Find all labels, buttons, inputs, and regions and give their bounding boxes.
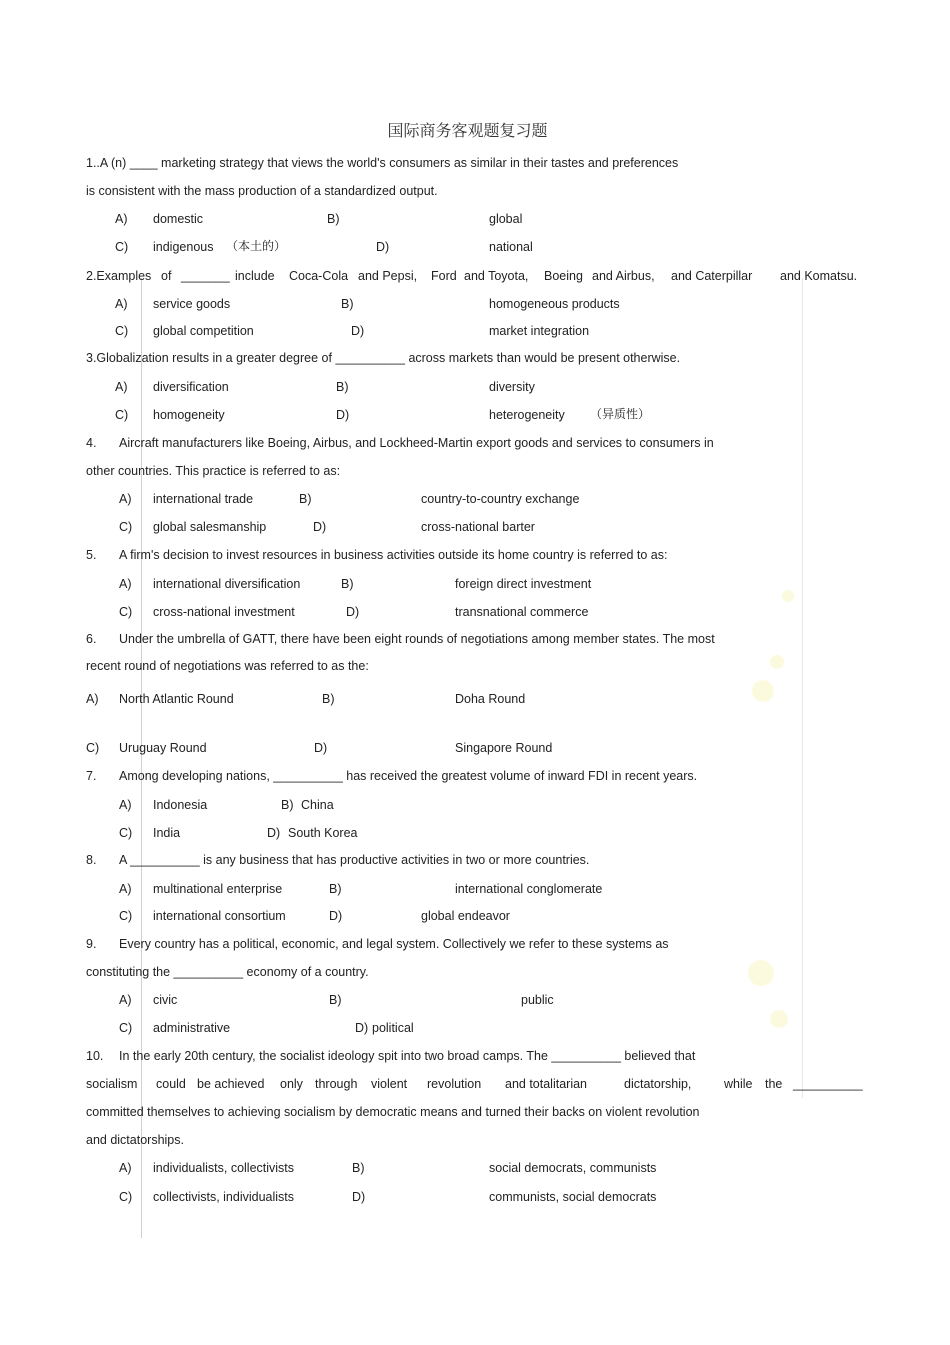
q5-option-d: transnational commerce [455,605,589,619]
q1-option-b: global [489,212,523,226]
question-4-text-cont: other countries. This practice is referred to as: [86,464,341,478]
question-4-text: Aircraft manufacturers like Boeing, Airbus, and Lockheed-Martin export goods and services to consumers in [119,436,714,450]
page-title: 国际商务客观题复习题 [387,121,548,140]
q4-option-d: cross-national barter [421,520,535,534]
scan-stain [752,680,774,702]
q6-label-d: D) [314,741,328,755]
question-2-word: and Komatsu. [780,269,858,283]
question-2-word: and Airbus, [592,269,655,283]
q4-option-b: country-to-country exchange [421,492,580,506]
q3-label-c: C) [115,408,129,422]
q2-label-b: B) [341,297,354,311]
q10-label-b: B) [352,1161,365,1175]
question-5-text: A firm's decision to invest resources in business activities outside its home country is referred to as: [119,548,668,562]
question-2-word: Ford [431,269,457,283]
q10-option-d: communists, social democrats [489,1190,657,1204]
question-9-number: 9. [86,937,97,951]
q4-label-c: C) [119,520,133,534]
q7-label-c: C) [119,826,133,840]
q9-label-c: C) [119,1021,133,1035]
q9-label-a: A) [119,993,132,1007]
scan-stain [782,590,794,602]
q3-label-b: B) [336,380,349,394]
question-10-word: be achieved [197,1077,265,1091]
q7-option-b: China [301,798,334,812]
question-10-text: In the early 20th century, the socialist ideology spit into two broad camps. The __________ believed that [119,1049,696,1063]
q8-option-c: international consortium [153,909,286,923]
q8-label-d: D) [329,909,343,923]
question-2-word: include [235,269,275,283]
q2-label-a: A) [115,297,128,311]
question-8-text: A __________ is any business that has productive activities in two or more countries. [119,853,590,867]
question-10-word: while [724,1077,753,1091]
q5-label-a: A) [119,577,132,591]
q1-option-d: national [489,240,533,254]
question-10-word: revolution [427,1077,482,1091]
q9-label-d: D) [355,1021,369,1035]
q6-label-b: B) [322,692,335,706]
q7-label-b: B) [281,798,294,812]
question-10-number: 10. [86,1049,104,1063]
q2-label-c: C) [115,324,129,338]
question-10-word: __________ [793,1077,863,1091]
question-2-word: 2.Examples [86,269,152,283]
q1-option-a: domestic [153,212,204,226]
question-1-text-cont: is consistent with the mass production of a standardized output. [86,184,438,198]
q9-label-b: B) [329,993,342,1007]
question-2-word: of [161,269,172,283]
q8-option-a: multinational enterprise [153,882,283,896]
question-1-text: 1..A (n) ____ marketing strategy that views the world's consumers as similar in their tastes and preferences [86,156,679,170]
q1-label-a: A) [115,212,128,226]
q8-label-b: B) [329,882,342,896]
question-6-number: 6. [86,632,97,646]
q7-option-a: Indonesia [153,798,208,812]
question-10-word: through [315,1077,358,1091]
q4-label-d: D) [313,520,327,534]
q2-label-d: D) [351,324,365,338]
scan-stain [748,960,774,986]
q4-label-b: B) [299,492,312,506]
q2-option-b: homogeneous products [489,297,620,311]
q1-option-c: indigenous [153,240,214,254]
q5-label-d: D) [346,605,360,619]
q8-label-a: A) [119,882,132,896]
question-4-number: 4. [86,436,97,450]
question-10-word: violent [371,1077,408,1091]
question-2-word: and Caterpillar [671,269,753,283]
scan-line [802,278,803,1098]
q9-option-b: public [521,993,554,1007]
scan-stain [770,1010,788,1028]
q5-label-b: B) [341,577,354,591]
q8-label-c: C) [119,909,133,923]
q8-option-d: global endeavor [421,909,510,923]
q9-option-d: political [372,1021,414,1035]
q3-option-c: homogeneity [153,408,225,422]
q10-option-a: individualists, collectivists [153,1161,295,1175]
q3-option-b: diversity [489,380,535,394]
scan-stain [770,655,784,669]
question-10-text-cont2: and dictatorships. [86,1133,184,1147]
q3-option-a: diversification [153,380,229,394]
q1-label-b: B) [327,212,340,226]
q2-option-a: service goods [153,297,231,311]
question-7-text: Among developing nations, __________ has received the greatest volume of inward FDI in recent years. [119,769,698,783]
q5-option-c: cross-national investment [153,605,295,619]
q7-label-a: A) [119,798,132,812]
q4-option-c: global salesmanship [153,520,267,534]
q4-label-a: A) [119,492,132,506]
q9-option-c: administrative [153,1021,231,1035]
question-10-word: the [765,1077,783,1091]
q1-label-d: D) [376,240,390,254]
q5-option-a: international diversification [153,577,301,591]
q3-label-a: A) [115,380,128,394]
question-3-text: 3.Globalization results in a greater degree of __________ across markets than would be present otherwise. [86,351,681,365]
q10-option-c: collectivists, individualists [153,1190,295,1204]
q2-option-d: market integration [489,324,590,338]
question-10-word: could [156,1077,186,1091]
q6-label-a: A) [86,692,99,706]
q1-option-c-note: （本土的） [226,239,287,253]
question-6-text-cont: recent round of negotiations was referred to as the: [86,659,369,673]
question-10-text-cont: committed themselves to achieving socialism by democratic means and turned their backs on violent revolution [86,1105,700,1119]
q7-label-d: D) [267,826,281,840]
question-2-word: Coca-Cola [289,269,349,283]
q6-option-a: North Atlantic Round [119,692,234,706]
question-9-text: Every country has a political, economic, and legal system. Collectively we refer to these systems as [119,937,669,951]
question-7-number: 7. [86,769,97,783]
q3-option-d-note: （异质性） [590,407,651,421]
question-10-word: dictatorship, [624,1077,692,1091]
q10-label-d: D) [352,1190,366,1204]
q5-option-b: foreign direct investment [455,577,592,591]
q7-option-c: India [153,826,181,840]
q6-option-d: Singapore Round [455,741,553,755]
question-8-number: 8. [86,853,97,867]
q9-option-a: civic [153,993,178,1007]
q2-option-c: global competition [153,324,254,338]
question-2-word: and Pepsi, [358,269,418,283]
q10-label-a: A) [119,1161,132,1175]
q5-label-c: C) [119,605,133,619]
question-2-word: Boeing [544,269,583,283]
q3-option-d: heterogeneity [489,408,565,422]
q6-label-c: C) [86,741,100,755]
q8-option-b: international conglomerate [455,882,603,896]
q4-option-a: international trade [153,492,254,506]
question-9-text-cont: constituting the __________ economy of a country. [86,965,369,979]
q7-option-d: South Korea [288,826,358,840]
q6-option-c: Uruguay Round [119,741,207,755]
scan-line [141,278,142,1238]
question-10-word: only [280,1077,303,1091]
q1-label-c: C) [115,240,129,254]
question-5-number: 5. [86,548,97,562]
question-10-word: and totalitarian [505,1077,588,1091]
question-2-word: _______ [181,269,230,283]
question-10-word: socialism [86,1077,138,1091]
q10-label-c: C) [119,1190,133,1204]
q10-option-b: social democrats, communists [489,1161,657,1175]
q3-label-d: D) [336,408,350,422]
q6-option-b: Doha Round [455,692,526,706]
question-2-word: and Toyota, [464,269,529,283]
question-6-text: Under the umbrella of GATT, there have been eight rounds of negotiations among member states. The most [119,632,715,646]
